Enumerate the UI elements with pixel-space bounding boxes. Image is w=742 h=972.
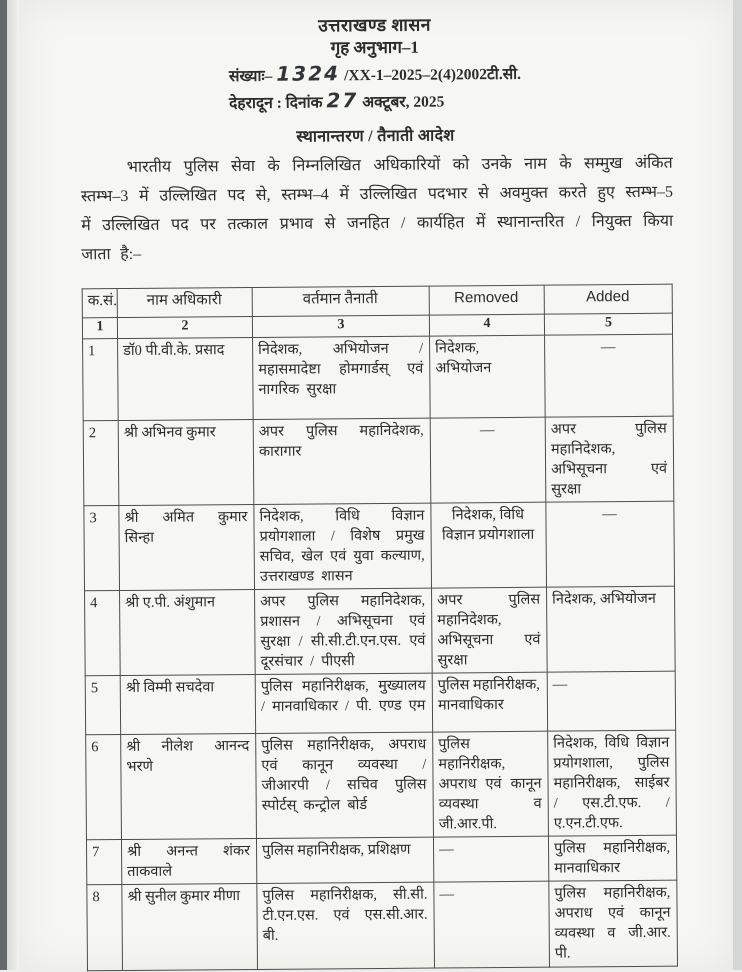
table-row	[83, 416, 674, 506]
cell-current-posting: निदेशक, अभियोजन / महासमादेष्टा होमगार्डस् एवं नागरिक सुरक्षा	[253, 336, 431, 419]
cell-serial: 1	[83, 339, 119, 421]
table-row	[85, 586, 676, 676]
cell-added: निदेशक, विधि विज्ञान प्रयोगशाला, पुलिस महानिरीक्षक, साईबर / एस.टी.एफ. / ए.एन.टी.एफ.	[548, 730, 677, 836]
header-added: Added	[544, 284, 672, 314]
order-body-paragraph: भारतीय पुलिस सेवा के निम्नलिखित अधिकारियों को उनके नाम के सम्मुख अंकित स्तम्भ–3 में उल्लिखित पद से, स्तम्भ–4 में उल्लिखित पदभार से अवमुक्त करते हुए स्तम्भ–5 में उल्लिखित पद पर तत्काल प्रभाव से जनहित / कार्यहित में स्थानान्तरित / नियुक्त किया जाता है:–	[80, 154, 674, 264]
cell-removed: अपर पुलिस महानिदेशक, अभिसूचना एवं सुरक्षा	[432, 587, 548, 673]
cell-added: —	[545, 334, 674, 417]
cell-current-posting: पुलिस महानिरीक्षक, सी.सी. टी.एन.एस. एवं एस.सी.आर. बी.	[257, 882, 435, 969]
column-number: 3	[252, 315, 429, 337]
reference-number-label: संख्याः–	[228, 67, 273, 86]
document-content	[18, 11, 739, 972]
cell-added: —	[547, 671, 675, 731]
cell-removed: पुलिस महानिरीक्षक, मानवाधिकार	[432, 672, 547, 732]
cell-removed: निदेशक, विधि विज्ञान प्रयोगशाला	[431, 502, 547, 588]
reference-number-rest: /XX-1–2025–2(4)2002टी.सी.	[343, 65, 522, 85]
transfer-order-table	[82, 284, 678, 972]
cell-removed: निदेशक, अभियोजन	[430, 335, 546, 418]
date-suffix: अक्टूबर, 2025	[362, 93, 445, 112]
table-header-row	[82, 284, 672, 318]
cell-current-posting: अपर पुलिस महानिदेशक, कारागार	[253, 418, 431, 504]
column-number: 5	[544, 313, 672, 335]
reference-block	[229, 60, 522, 116]
table-row	[86, 730, 677, 840]
date-handwritten: 27	[326, 88, 359, 113]
cell-officer-name: डॉ0 पी.वी.के. प्रसाद	[118, 337, 254, 420]
cell-removed: —	[430, 417, 546, 503]
cell-removed: —	[434, 881, 550, 968]
column-number: 2	[117, 316, 252, 338]
column-number: 1	[82, 318, 117, 339]
cell-removed: —	[433, 836, 548, 882]
cell-current-posting: पुलिस महानिरीक्षक, प्रशिक्षण	[256, 837, 433, 883]
cell-added: पुलिस महानिरीक्षक, मानवाधिकार	[548, 835, 676, 881]
cell-added: निदेशक, अभियोजन	[547, 586, 676, 672]
reference-number-line	[229, 60, 521, 89]
table-row	[83, 334, 674, 421]
cell-officer-name: श्री ए.पी. अंशुमान	[120, 589, 256, 675]
cell-officer-name: श्री अनन्त शंकर ताकवाले	[121, 838, 256, 884]
cell-serial: 8	[87, 885, 123, 971]
cell-added: पुलिस महानिरीक्षक, अपराध एवं कानून व्यवस्था व जी.आर. पी.	[549, 880, 678, 967]
cell-serial: 3	[84, 506, 120, 591]
cell-officer-name: श्री नीलेश आनन्द भरणे	[121, 733, 257, 839]
cell-added: —	[546, 501, 675, 587]
scan-left-shadow	[7, 0, 19, 970]
table-row	[87, 880, 678, 971]
cell-serial: 5	[85, 676, 120, 735]
cell-officer-name: श्री सुनील कुमार मीणा	[122, 883, 258, 970]
header-officer-name: नाम अधिकारी	[117, 287, 252, 317]
scan-left-dark-edge	[0, 0, 7, 970]
header-serial: क.सं.	[82, 289, 117, 318]
cell-serial: 2	[83, 421, 119, 506]
cell-serial: 4	[85, 591, 121, 676]
department-section: गृह अनुभाग–1	[330, 37, 419, 58]
cell-added: अपर पुलिस महानिदेशक, अभिसूचना एवं सुरक्षा	[545, 416, 674, 502]
cell-current-posting: पुलिस महानिरीक्षक, मुख्यालय / मानवाधिकार / पी. एण्ड एम	[255, 673, 432, 733]
header-current-posting: वर्तमान तैनाती	[252, 286, 429, 316]
table-row	[85, 671, 675, 735]
cell-serial: 6	[86, 735, 122, 840]
table-row	[86, 835, 676, 885]
reference-number-handwritten: 1324	[276, 61, 341, 86]
header-removed: Removed	[429, 285, 544, 315]
cell-current-posting: अपर पुलिस महानिदेशक, प्रशासन / अभिसूचना एवं सुरक्षा / सी.सी.टी.एन.एस. एवं दूरसंचार / पीएसी	[255, 588, 433, 674]
cell-officer-name: श्री अमित कुमार सिन्हा	[119, 504, 255, 590]
cell-serial: 7	[86, 840, 121, 885]
order-title: स्थानान्तरण / तैनाती आदेश	[296, 127, 455, 146]
table-row	[84, 501, 675, 591]
cell-current-posting: निदेशक, विधि विज्ञान प्रयोगशाला / विशेष प्रमुख सचिव, खेल एवं युवा कल्याण, उत्तराखण्ड शासन	[254, 503, 432, 589]
document-page	[19, 0, 733, 970]
column-number: 4	[429, 314, 544, 336]
place-date-prefix: देहरादून : दिनांक	[229, 94, 323, 113]
cell-officer-name: श्री अभिनव कुमार	[118, 419, 254, 505]
place-date-line	[229, 87, 521, 116]
cell-current-posting: पुलिस महानिरीक्षक, अपराध एवं कानून व्यवस्था / जीआरपी / सचिव पुलिस स्पोर्टस् कन्ट्रोल बोर्ड	[256, 732, 434, 838]
letter-head	[80, 12, 671, 149]
cell-removed: पुलिस महानिरीक्षक, अपराध एवं कानून व्यवस्था व जी.आर.पी.	[433, 731, 549, 837]
government-name: उत्तराखण्ड शासन	[318, 14, 432, 36]
cell-officer-name: श्री विम्मी सचदेवा	[120, 674, 255, 734]
